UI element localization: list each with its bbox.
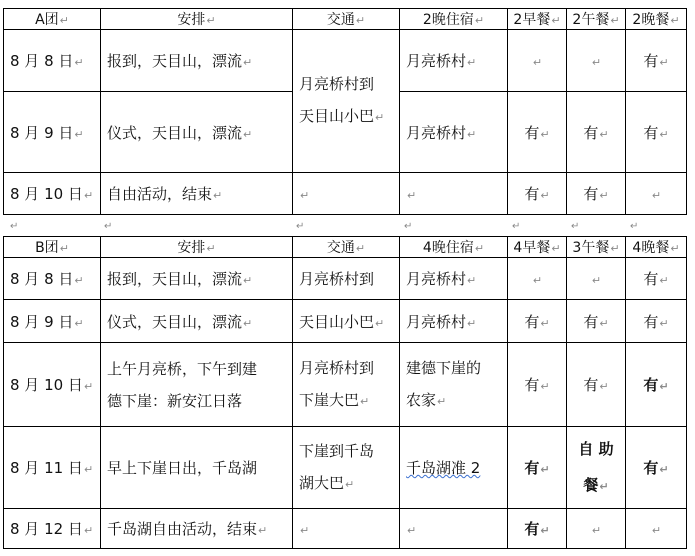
breakfast-cell: 有↵ bbox=[508, 343, 567, 427]
plan-line: 上午月亮桥，下午到建 bbox=[107, 359, 258, 378]
header-lunch: 2午餐↵ bbox=[567, 9, 626, 30]
dinner-cell: ↵ bbox=[626, 173, 687, 215]
breakfast-cell: 有↵ bbox=[508, 300, 567, 343]
plan-cell: 早上下崖日出，千岛湖 bbox=[101, 427, 293, 509]
table-row bbox=[4, 173, 687, 215]
lunch-cell: 有↵ bbox=[567, 300, 626, 343]
lunch-cell: 有↵ bbox=[567, 343, 626, 427]
lunch-cell: ↵ bbox=[567, 509, 626, 549]
transport-line: 湖大巴↵ bbox=[299, 473, 355, 492]
plan-line: 德下崖：新安江日落 bbox=[107, 391, 243, 410]
plan-cell: 仪式，天目山，漂流↵ bbox=[101, 300, 293, 343]
stay-cell: 千岛湖准 2 bbox=[400, 427, 508, 509]
transport-line: 月亮桥村到 bbox=[299, 75, 375, 93]
lunch-cell: ↵ bbox=[567, 258, 626, 300]
stay-cell: 月亮桥村↵ bbox=[400, 92, 508, 173]
breakfast-cell: ↵ bbox=[508, 30, 567, 92]
table-a bbox=[3, 8, 687, 215]
transport-cell: 月亮桥村到 bbox=[293, 258, 400, 300]
transport-line: 下崖到千岛 bbox=[299, 441, 375, 460]
plan-cell: 仪式，天目山，漂流↵ bbox=[101, 92, 293, 173]
date-cell: 8 月 9 日↵ bbox=[4, 92, 101, 173]
paragraph-mark: ↵ bbox=[104, 221, 113, 232]
header-breakfast: 2早餐↵ bbox=[508, 9, 567, 30]
dinner-cell: 有↵ bbox=[626, 427, 687, 509]
table-row bbox=[4, 343, 687, 427]
date-cell: 8 月 12 日↵ bbox=[4, 509, 101, 549]
date-cell: 8 月 10 日↵ bbox=[4, 343, 101, 427]
paragraph-mark: ↵ bbox=[512, 221, 521, 232]
breakfast-cell: 有↵ bbox=[508, 427, 567, 509]
table-row bbox=[4, 427, 687, 509]
table-row bbox=[4, 258, 687, 300]
date-cell: 8 月 10 日↵ bbox=[4, 173, 101, 215]
breakfast-cell: 有↵ bbox=[508, 92, 567, 173]
dinner-cell: 有↵ bbox=[626, 258, 687, 300]
header-plan: 安排↵ bbox=[101, 237, 293, 258]
paragraph-mark: ↵ bbox=[10, 221, 19, 232]
stay-cell bbox=[400, 343, 508, 427]
transport-line: 天目山小巴↵ bbox=[299, 107, 385, 125]
table-row bbox=[4, 509, 687, 549]
header-transport: 交通↵ bbox=[293, 237, 400, 258]
dinner-cell: ↵ bbox=[626, 509, 687, 549]
stay-line: 农家↵ bbox=[406, 390, 447, 409]
plan-cell: 报到，天目山，漂流↵ bbox=[101, 30, 293, 92]
transport-line: 下崖大巴↵ bbox=[299, 390, 370, 409]
header-group: B团↵ bbox=[4, 237, 101, 258]
header-stay: 2晚住宿↵ bbox=[400, 9, 508, 30]
transport-line: 月亮桥村到 bbox=[299, 358, 375, 377]
table-b bbox=[3, 236, 687, 549]
header-breakfast: 4早餐↵ bbox=[508, 237, 567, 258]
date-cell: 8 月 8 日↵ bbox=[4, 258, 101, 300]
table-b-header-row bbox=[4, 237, 687, 258]
header-plan: 安排↵ bbox=[101, 9, 293, 30]
transport-cell: ↵ bbox=[293, 173, 400, 215]
stay-cell: 月亮桥村↵ bbox=[400, 30, 508, 92]
stay-cell: ↵ bbox=[400, 509, 508, 549]
stay-line: 建德下崖的 bbox=[406, 358, 482, 377]
plan-cell: 自由活动，结束↵ bbox=[101, 173, 293, 215]
transport-cell bbox=[293, 427, 400, 509]
plan-cell: 报到，天目山，漂流↵ bbox=[101, 258, 293, 300]
paragraph-mark: ↵ bbox=[571, 221, 580, 232]
header-dinner: 2晚餐↵ bbox=[626, 9, 687, 30]
breakfast-cell: ↵ bbox=[508, 258, 567, 300]
date-cell: 8 月 8 日↵ bbox=[4, 30, 101, 92]
paragraph-mark: ↵ bbox=[296, 221, 305, 232]
transport-cell bbox=[293, 30, 400, 173]
breakfast-cell: 有↵ bbox=[508, 173, 567, 215]
stay-cell: 月亮桥村↵ bbox=[400, 300, 508, 343]
table-row bbox=[4, 30, 687, 92]
plan-cell bbox=[101, 343, 293, 427]
dinner-cell: 有↵ bbox=[626, 30, 687, 92]
header-lunch: 3午餐↵ bbox=[567, 237, 626, 258]
lunch-cell: ↵ bbox=[567, 30, 626, 92]
transport-cell: ↵ bbox=[293, 509, 400, 549]
header-transport: 交通↵ bbox=[293, 9, 400, 30]
paragraph-mark: ↵ bbox=[630, 221, 639, 232]
paragraph-mark: ↵ bbox=[404, 221, 413, 232]
table-row bbox=[4, 300, 687, 343]
lunch-cell: 有↵ bbox=[567, 173, 626, 215]
lunch-cell: 自 助 餐↵ bbox=[567, 427, 626, 509]
stay-cell: ↵ bbox=[400, 173, 508, 215]
stay-cell: 月亮桥村↵ bbox=[400, 258, 508, 300]
plan-cell: 千岛湖自由活动，结束↵ bbox=[101, 509, 293, 549]
transport-cell bbox=[293, 343, 400, 427]
dinner-cell: 有↵ bbox=[626, 300, 687, 343]
lunch-cell: 有↵ bbox=[567, 92, 626, 173]
header-stay: 4晚住宿↵ bbox=[400, 237, 508, 258]
transport-cell: 天目山小巴↵ bbox=[293, 300, 400, 343]
header-group: A团↵ bbox=[4, 9, 101, 30]
dinner-cell: 有↵ bbox=[626, 92, 687, 173]
breakfast-cell: 有↵ bbox=[508, 509, 567, 549]
dinner-cell: 有↵ bbox=[626, 343, 687, 427]
header-dinner: 4晚餐↵ bbox=[626, 237, 687, 258]
date-cell: 8 月 9 日↵ bbox=[4, 300, 101, 343]
date-cell: 8 月 11 日↵ bbox=[4, 427, 101, 509]
table-a-header-row bbox=[4, 9, 687, 30]
